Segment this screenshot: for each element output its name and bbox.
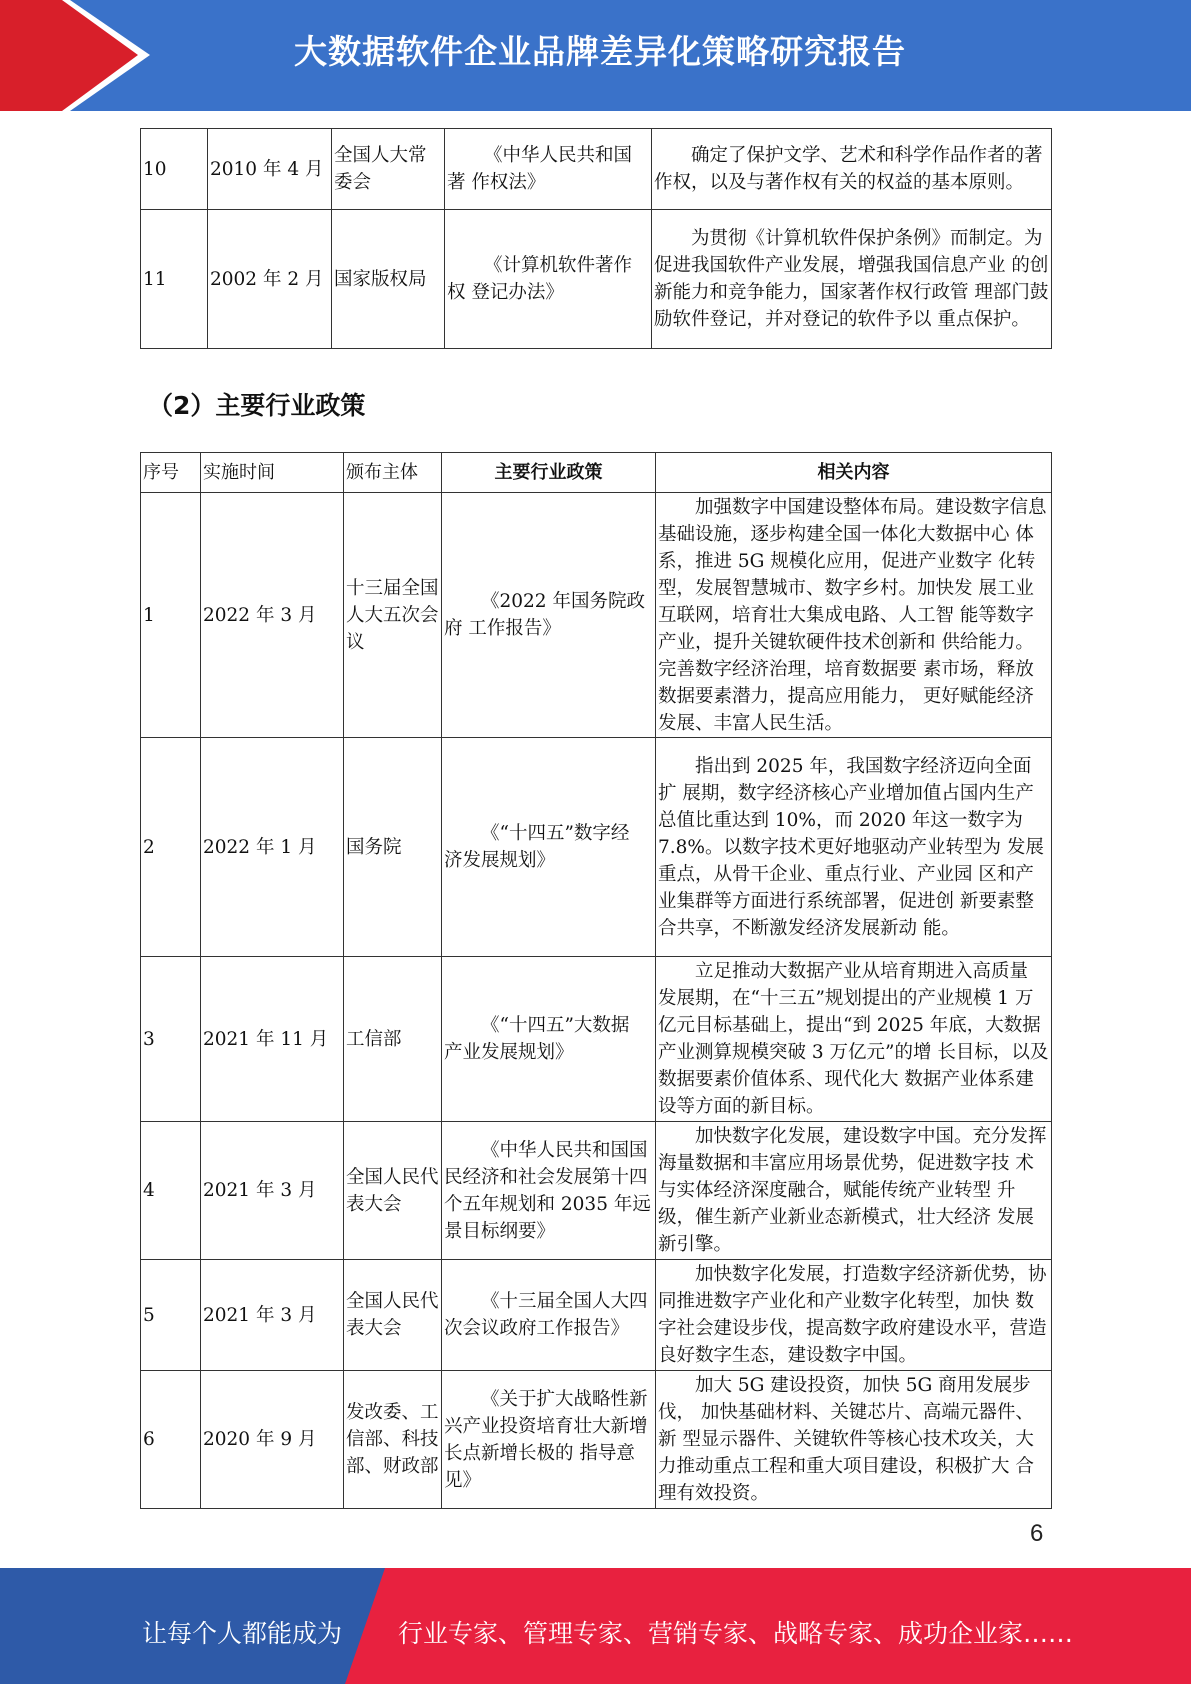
row-number: 5 (141, 1260, 201, 1371)
page-header (0, 0, 1191, 111)
row-number: 3 (141, 957, 201, 1122)
page-number: 6 (1030, 1520, 1044, 1547)
table-row (141, 210, 1052, 349)
row-date: 2021 年 3 月 (201, 1122, 344, 1260)
table-row (141, 129, 1052, 210)
header-content: 相关内容 (656, 453, 1052, 493)
footer-slogan-left: 让每个人都能成为 (142, 1619, 343, 1648)
footer-slogan-right: 行业专家、管理专家、营销专家、战略专家、成功企业家…… (398, 1619, 1074, 1648)
row-policy: 《中华人民共和国国 民经济和社会发展第十四个五年规划和 2035 年远景目标纲要》 (442, 1122, 656, 1260)
row-issuer: 全国人民代表大会 (344, 1122, 442, 1260)
row-content: 加大 5G 建设投资，加快 5G 商用发展步伐， 加快基础材料、关键芯片、高端元器件、新 型显示器件、关键软件等核心技术攻关，大 力推动重点工程和重大项目建设，积极扩大 合理有效投资。 (656, 1371, 1052, 1509)
table-row (141, 738, 1052, 957)
row-content: 加强数字中国建设整体布局。建设数字信息 基础设施，逐步构建全国一体化大数据中心 体系，推进 5G 规模化应用，促进产业数字 化转型，发展智慧城市、数字乡村。加快发 展工业互联网，培育壮大集成电路、人工智 能等数字产业，提升关键软硬件技术创新和 供给能力。完善数字经济治理，培育数据要 素市场，释放数据要素潜力，提高应用能力， 更好赋能经济发展、丰富人民生活。 (656, 493, 1052, 738)
header-policy: 主要行业政策 (442, 453, 656, 493)
row-policy: 《十三届全国人大四 次会议政府工作报告》 (442, 1260, 656, 1371)
row-date: 2021 年 3 月 (201, 1260, 344, 1371)
row-number: 6 (141, 1371, 201, 1509)
row-content: 确定了保护文学、艺术和科学作品作者的著 作权，以及与著作权有关的权益的基本原则。 (652, 129, 1052, 210)
row-content: 加快数字化发展，打造数字经济新优势，协 同推进数字产业化和产业数字化转型，加快 数字社会建设步伐，提高数字政府建设水平，营造良好数字生态，建设数字中国。 (656, 1260, 1052, 1371)
row-date: 2021 年 11 月 (201, 957, 344, 1122)
row-policy: 《计算机软件著作权 登记办法》 (445, 210, 652, 349)
row-date: 2002 年 2 月 (208, 210, 332, 349)
row-date: 2010 年 4 月 (208, 129, 332, 210)
row-issuer: 国务院 (344, 738, 442, 957)
table-header-row (141, 453, 1052, 493)
header-no: 序号 (141, 453, 201, 493)
row-content: 指出到 2025 年，我国数字经济迈向全面扩 展期，数字经济核心产业增加值占国内生产 总值比重达到 10%，而 2020 年这一数字为 7.8%。以数字技术更好地驱动产业转型为 发展重点，从骨干企业、重点行业、产业园 区和产业集群等方面进行系统部署，促进创 新要素整合共享，不断激发经济发展新动 能。 (656, 738, 1052, 957)
table-row (141, 1371, 1052, 1509)
row-content: 加快数字化发展，建设数字中国。充分发挥 海量数据和丰富应用场景优势，促进数字技 术与实体经济深度融合，赋能传统产业转型 升级，催生新产业新业态新模式，壮大经济 发展新引擎。 (656, 1122, 1052, 1260)
row-number: 1 (141, 493, 201, 738)
row-date: 2022 年 1 月 (201, 738, 344, 957)
row-content: 为贯彻《计算机软件保护条例》而制定。为 促进我国软件产业发展，增强我国信息产业 的创新能力和竞争能力，国家著作权行政管 理部门鼓励软件登记，并对登记的软件予以 重点保护。 (652, 210, 1052, 349)
table-row (141, 1260, 1052, 1371)
row-date: 2022 年 3 月 (201, 493, 344, 738)
table-row (141, 493, 1052, 738)
row-issuer: 发改委、工信部、科技部、财政部 (344, 1371, 442, 1509)
row-issuer: 十三届全国人大五次会议 (344, 493, 442, 738)
row-policy: 《2022 年国务院政府 工作报告》 (442, 493, 656, 738)
copyright-policy-table (140, 128, 1052, 349)
row-policy: 《中华人民共和国著 作权法》 (445, 129, 652, 210)
table-row (141, 957, 1052, 1122)
row-number: 4 (141, 1122, 201, 1260)
row-date: 2020 年 9 月 (201, 1371, 344, 1509)
header-red-chevron (0, 0, 150, 111)
row-content: 立足推动大数据产业从培育期进入高质量 发展期，在“十三五”规划提出的产业规模 1 万亿元目标基础上，提出“到 2025 年底，大数据产业测算规模突破 3 万亿元”的增 长目标，以及数据要素价值体系、现代化大 数据产业体系建设等方面的新目标。 (656, 957, 1052, 1122)
row-policy: 《“十四五”大数据 产业发展规划》 (442, 957, 656, 1122)
row-policy: 《“十四五”数字经 济发展规划》 (442, 738, 656, 957)
row-issuer: 全国人民代表大会 (344, 1260, 442, 1371)
page-footer (0, 1568, 1191, 1684)
header-date: 实施时间 (201, 453, 344, 493)
row-policy: 《关于扩大战略性新 兴产业投资培育壮大新增长点新增长极的 指导意见》 (442, 1371, 656, 1509)
table-row (141, 1122, 1052, 1260)
section-heading: （2）主要行业政策 (148, 391, 366, 420)
header-issuer: 颁布主体 (344, 453, 442, 493)
industry-policy-table (140, 452, 1052, 1509)
row-number: 10 (141, 129, 208, 210)
report-title: 大数据软件企业品牌差异化策略研究报告 (294, 32, 906, 71)
row-issuer: 国家版权局 (332, 210, 445, 349)
row-issuer: 工信部 (344, 957, 442, 1122)
row-number: 11 (141, 210, 208, 349)
row-issuer: 全国人大常委会 (332, 129, 445, 210)
row-number: 2 (141, 738, 201, 957)
